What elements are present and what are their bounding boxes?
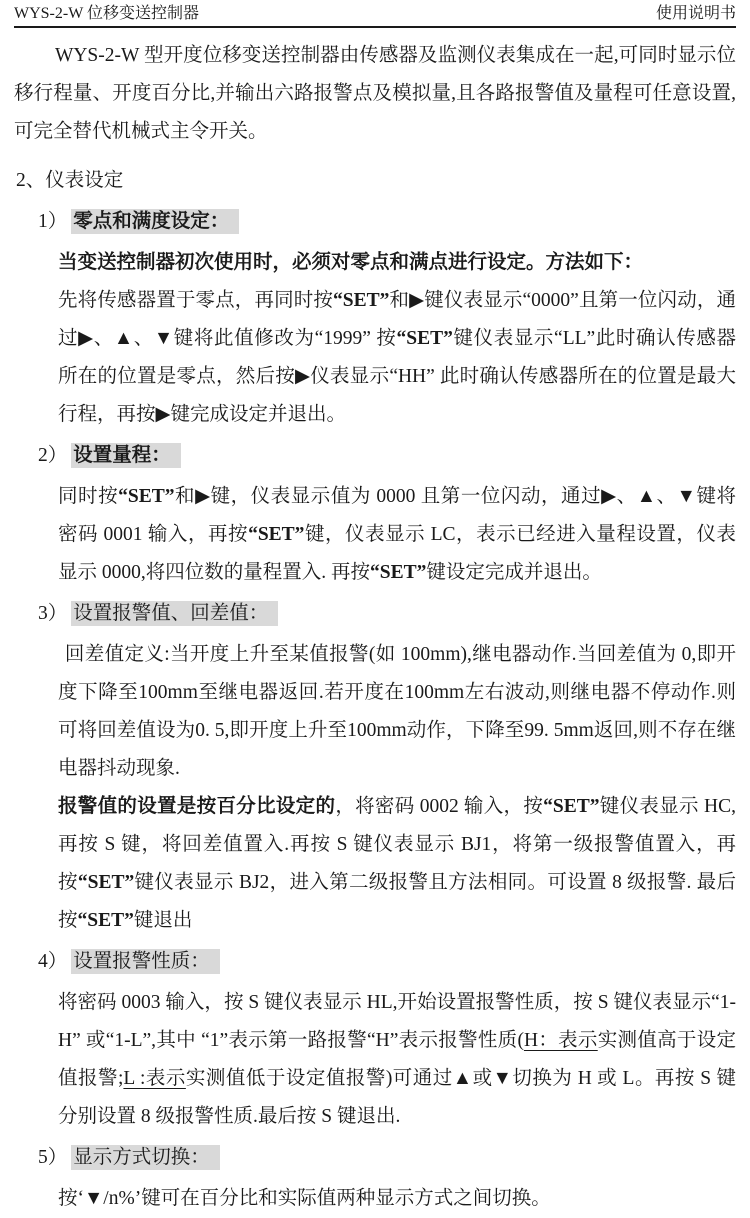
item-paragraph [58, 636, 736, 788]
settings-item-5 [14, 1142, 736, 1218]
settings-item-3 [14, 598, 736, 940]
text-segment: H：表示 [523, 1030, 598, 1051]
settings-item-4 [14, 946, 736, 1136]
section-label: 仪表设定 [45, 170, 124, 191]
item-heading [38, 440, 736, 472]
item-paragraph [58, 984, 736, 1136]
item-paragraph [58, 788, 736, 940]
page-header [14, 0, 736, 28]
text-segment: L :表示 [123, 1068, 186, 1089]
text-segment: “SET” [396, 328, 453, 349]
item-paragraph [58, 1180, 736, 1218]
item-paragraph [58, 282, 736, 434]
section-title [16, 162, 736, 200]
text-segment: 将密码 0003 输入，按 S 键仪表显示 HL,开始设置报警性质，按 S 键仪表显示“1-H” 或“1-L”,其中 “1”表示第一路报警“H”表示报警性质( [58, 992, 736, 1051]
item-number: 2） [38, 445, 68, 466]
item-title-highlight: 设置报警性质： [71, 949, 220, 974]
section-number: 2、 [16, 170, 46, 191]
text-segment: 和▶键，仪表显示值为 0000 且第一位闪动，通过▶、▲、▼键将密码 0001 输入，再按 [58, 486, 736, 545]
item-title-highlight: 零点和满度设定： [71, 209, 239, 234]
settings-item-list [14, 206, 736, 1218]
item-heading [38, 598, 736, 630]
text-segment: 键仪表显示“LL”此时确认传感器所在的位置是零点，然后按▶仪表显示“HH” 此时确认传感器所在的位置是最大行程，再按▶键完成设定并退出。 [58, 328, 736, 425]
settings-item-2 [14, 440, 736, 592]
item-number: 3） [38, 603, 68, 624]
text-segment: 先将传感器置于零点，再同时按 [58, 290, 334, 311]
text-segment: 键仪表显示 HC, 再按 S 键，将回差值置入.再按 S 键仪表显示 BJ1，将第一级报警值置入，再按 [58, 796, 736, 893]
item-title-highlight: 显示方式切换： [71, 1145, 220, 1170]
text-segment: 键仪表显示 BJ2，进入第二级报警且方法相同。可设置 8 级报警. 最后按 [58, 872, 736, 931]
intro-paragraph: WYS-2-W 型开度位移变送控制器由传感器及监测仪表集成在一起,可同时显示位移行程量、开度百分比,并输出六路报警点及模拟量,且各路报警值及量程可任意设置,可完全替代机械式主令开关。 [14, 45, 736, 142]
item-title-highlight: 设置报警值、回差值： [71, 601, 278, 626]
text-segment: 键退出 [133, 910, 193, 931]
text-segment: 实测值低于设定值报警)可通过▲或▼切换为 H 或 L。再按 S 键分别设置 8 级报警性质.最后按 S 键退出. [58, 1068, 737, 1127]
header-doc-type: 使用说明书 [655, 5, 736, 22]
item-heading [38, 1142, 736, 1174]
text-segment: 当变送控制器初次使用时，必须对零点和满点进行设定。方法如下： [58, 252, 644, 273]
text-segment: 报警值的设置是按百分比设定的 [58, 796, 336, 817]
text-segment: “SET” [543, 796, 600, 817]
text-segment: “SET” [77, 910, 134, 931]
item-heading [38, 206, 736, 238]
item-paragraph [58, 244, 736, 282]
settings-item-1 [14, 206, 736, 434]
text-segment: “SET” [333, 290, 390, 311]
text-segment: 和▶键仪表显示“0000”且第一位闪动，通过▶、▲、▼键将此值修改为“1999” 按 [58, 290, 736, 349]
item-number: 4） [38, 951, 68, 972]
text-segment: “SET” [118, 486, 175, 507]
text-segment: 按‘▼/n%’键可在百分比和实际值两种显示方式之间切换。 [58, 1188, 551, 1209]
text-segment: 键，仪表显示 LC，表示已经进入量程设置，仪表显示 0000,将四位数的量程置入. 再按 [58, 524, 736, 583]
text-segment: ，将密码 0002 输入，按 [335, 796, 544, 817]
header-product-title: WYS-2-W 位移变送控制器 [14, 5, 200, 22]
item-heading [38, 946, 736, 978]
item-number: 1） [38, 211, 68, 232]
text-segment: “SET” [370, 562, 427, 583]
text-segment: “SET” [77, 872, 135, 893]
text-segment: 同时按 [58, 486, 119, 507]
text-segment: “SET” [248, 524, 305, 545]
item-title-highlight: 设置量程： [71, 443, 181, 468]
text-segment: 键设定完成并退出。 [426, 562, 602, 583]
text-segment: 回差值定义:当开度上升至某值报警(如 100mm),继电器动作.当回差值为 0,即开度下降至100mm至继电器返回.若开度在100mm左右波动,则继电器不停动作.则可将回差值设为0. 5,即开度上升至100mm动作，下降至99. 5mm返回,则不存在继电器抖动现象. [58, 644, 736, 779]
item-number: 5） [38, 1147, 68, 1168]
text-segment: 实测值高于设定值报警; [58, 1030, 736, 1089]
item-paragraph [58, 478, 736, 592]
